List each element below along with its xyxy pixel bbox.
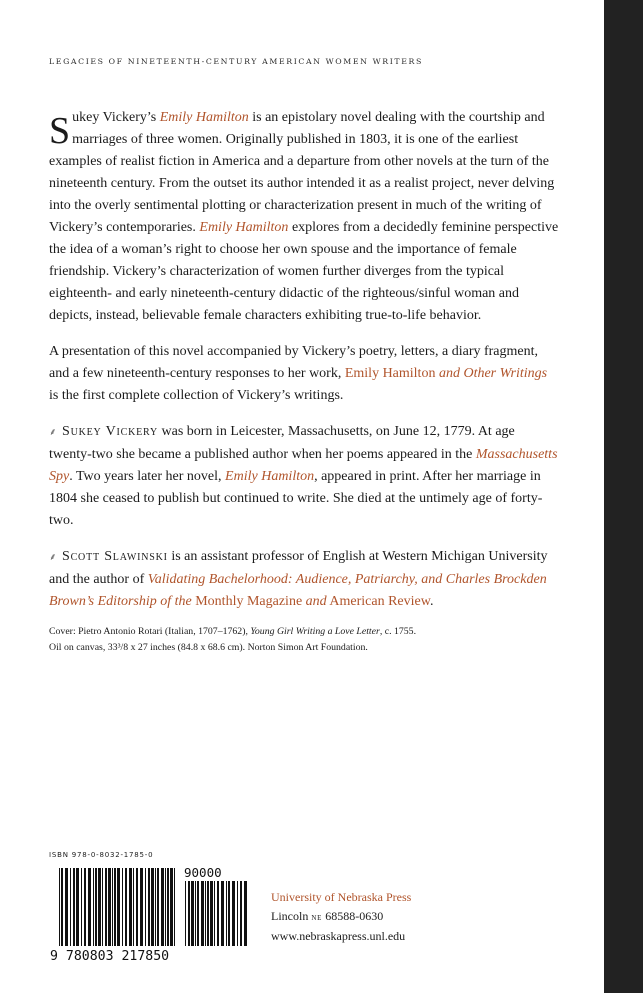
barcode-bar: [59, 868, 60, 946]
barcode-bar: [125, 868, 127, 946]
barcode-bar: [207, 881, 209, 946]
painting-title: Young Girl Writing a Love Letter: [250, 626, 380, 637]
isbn-label: ISBN 978-0-8032-1785-0: [49, 851, 154, 859]
author-name: Sukey Vickery: [62, 424, 158, 439]
barcode-bar: [185, 881, 186, 946]
editor-name: Scott Slawinski: [62, 549, 168, 564]
barcode-bar: [140, 868, 143, 946]
spine-edge: [604, 0, 643, 993]
barcode-bar: [167, 868, 169, 946]
barcode-bar: [226, 881, 227, 946]
fleuron-icon: ⸙: [49, 552, 57, 563]
barcode-bar: [136, 868, 138, 946]
barcode-bar: [201, 881, 204, 946]
barcode-bar: [244, 881, 247, 946]
barcode-bar: [195, 881, 196, 946]
back-cover-text: [49, 107, 559, 656]
publisher-name: University of Nebraska Press: [271, 890, 412, 904]
barcode-bar: [205, 881, 206, 946]
barcode-bar: [240, 881, 242, 946]
book-title-suffix: and Other Writings: [435, 366, 548, 381]
isbn-barcode: [49, 866, 248, 962]
barcode-bar: [129, 868, 132, 946]
author-bio: ⸙ Sukey Vickery was born in Leicester, Massachusetts, on June 12, 1779. At age twenty-two she became a published author when her poems appeared in the Massachusetts Spy. Two years later her novel, Emily Hamilton, appeared in print. After her marriage in 1804 she ceased to publish but continued to write. She died at the untimely age of forty-two.: [49, 424, 558, 528]
book-title: Emily Hamilton: [344, 366, 436, 381]
cover-credit: Cover: Pietro Antonio Rotari (Italian, 1707–1762), Young Girl Writing a Love Letter, c. 1755. Oil on canvas, 33³/8 x 27 inches (84.8 x 68.6 cm). Norton Simon Art Foundation.: [49, 626, 417, 653]
description-paragraph: Sukey Vickery’s Emily Hamilton is an epistolary novel dealing with the courtship and marriages of three women. Originally published in 1803, it is one of the earliest examples of realist fiction in America and a departure from other novels at the turn of the nineteenth century. From the outset its author intended it as a realist project, never delving into the overly sentimental plotting or characterization present in much of the writing of Vickery’s contemporaries. Emily Hamilton explores from a decidedly feminine perspective the idea of a woman’s right to choose her own spouse and the importance of female friendship. Vickery’s characterization of women further diverges from the typical eighteenth- and early nineteenth-century didactic of the righteous/sinful woman and depicts, instead, believable female characters exhibiting true-to-life behavior.: [49, 107, 559, 327]
barcode-bar: [214, 881, 215, 946]
barcode-bar: [81, 868, 82, 946]
barcode-bar: [145, 868, 146, 946]
barcode-bar: [88, 868, 91, 946]
addon-barcode-bars: [185, 881, 247, 946]
barcode-bar: [117, 868, 120, 946]
barcode-bar: [114, 868, 116, 946]
barcode-bar: [70, 868, 71, 946]
barcode-bar: [188, 881, 190, 946]
novel-title: Emily Hamilton: [159, 110, 249, 125]
editor-bio: ⸙ Scott Slawinski is an assistant professor of English at Western Michigan University and the author of Validating Bachelorhood: Audience, Patriarchy, and Charles Brockden Brown’s Editorship of the Monthly Magazine and American Review.: [49, 549, 548, 609]
barcode-bar: [237, 881, 238, 946]
publisher-address: Lincoln ne 68588-0630: [271, 909, 384, 923]
barcode-bar: [133, 868, 134, 946]
barcode-bar: [98, 868, 101, 946]
barcode-bar: [93, 868, 94, 946]
barcode-bar: [102, 868, 103, 946]
novel-title: Emily Hamilton: [199, 220, 289, 235]
barcode-bar: [151, 868, 154, 946]
series-title: LEGACIES OF NINETEENTH-CENTURY AMERICAN WOMEN WRITERS: [49, 57, 423, 66]
barcode-bar: [197, 881, 199, 946]
publication-title: Massachusetts Spy: [49, 447, 558, 484]
editor-book-title: Validating Bachelorhood: Audience, Patriarchy, and Charles Brockden Brown’s Editorship of the: [49, 572, 547, 609]
barcode-bar: [155, 868, 156, 946]
collection-paragraph: A presentation of this novel accompanied by Vickery’s poetry, letters, a diary fragment, and a few nineteenth-century responses to her work, Emily Hamilton and Other Writings is the first complete collection of Vickery’s writings.: [49, 344, 548, 403]
barcode-bar: [170, 868, 173, 946]
barcode-bars: [59, 868, 175, 946]
barcode-bar: [112, 868, 113, 946]
barcode-bar: [105, 868, 107, 946]
barcode-bar: [157, 868, 159, 946]
fleuron-icon: ⸙: [49, 427, 57, 438]
barcode-bar: [232, 881, 235, 946]
barcode-bar: [210, 881, 213, 946]
publisher-info: [271, 888, 411, 946]
barcode-bar: [221, 881, 224, 946]
barcode-bar: [228, 881, 230, 946]
barcode-bar: [148, 868, 150, 946]
barcode-bar: [65, 868, 68, 946]
barcode-bar: [73, 868, 75, 946]
drop-cap: S: [49, 110, 71, 152]
barcode-bar: [161, 868, 164, 946]
barcode-bar: [122, 868, 123, 946]
barcode-bar: [76, 868, 79, 946]
barcode-bar: [191, 881, 194, 946]
barcode-bar: [174, 868, 175, 946]
barcode-bar: [84, 868, 86, 946]
addon-digits: 90000: [184, 866, 222, 880]
publisher-url[interactable]: www.nebraskapress.unl.edu: [271, 929, 406, 943]
barcode-digits: 9 780803 217850: [50, 949, 170, 962]
barcode-bar: [217, 881, 219, 946]
novel-title: Emily Hamilton: [225, 469, 315, 484]
barcode-bar: [165, 868, 166, 946]
barcode-bar: [61, 868, 63, 946]
barcode-bar: [95, 868, 97, 946]
barcode-bar: [108, 868, 111, 946]
